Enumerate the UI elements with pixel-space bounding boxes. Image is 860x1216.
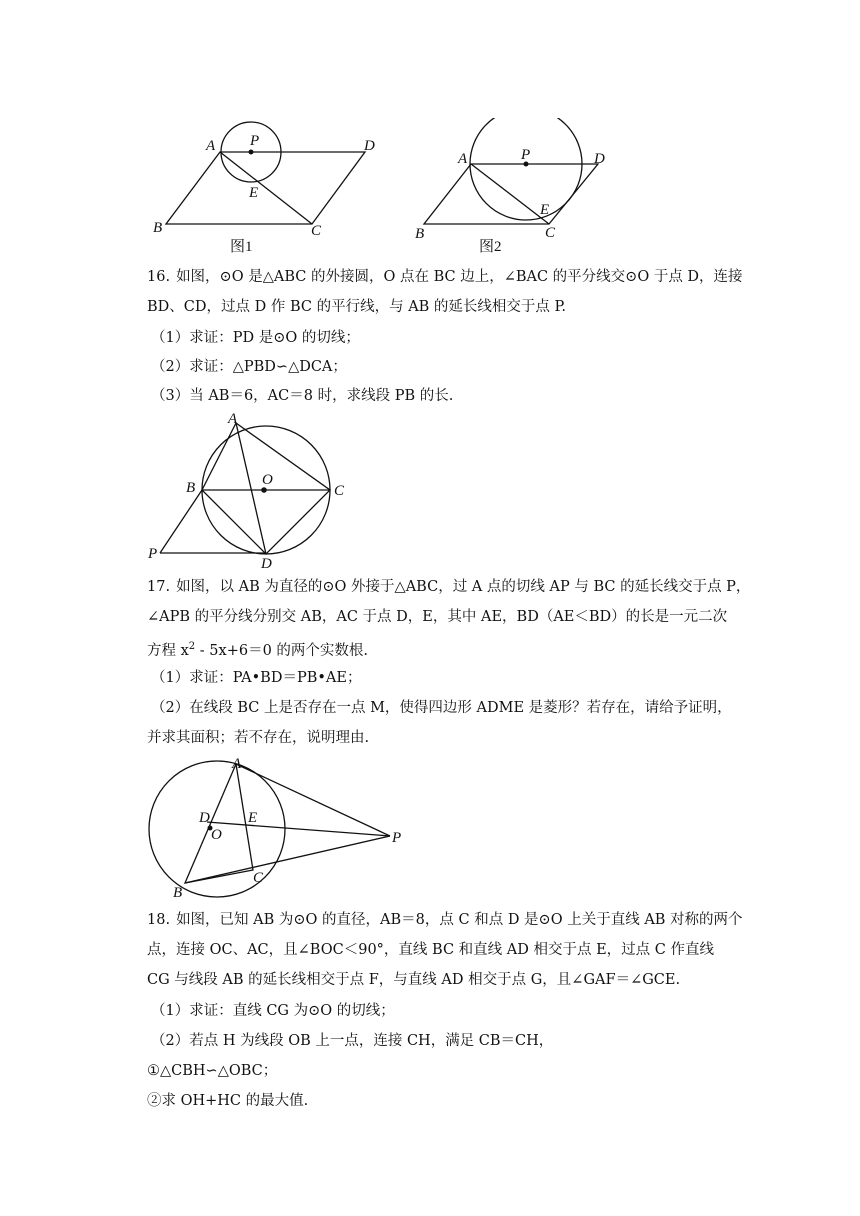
- fig2-label-e: E: [540, 202, 550, 218]
- q18-part-1: （1）求证：直线 CG 为⊙O 的切线；: [151, 1003, 395, 1019]
- q18-stem-2: 点，连接 OC、AC，且∠BOC＜90°，直线 BC 和直线 AD 相交于点 E，过点 C 作直线: [147, 942, 714, 958]
- q16-label-a: A: [228, 411, 238, 427]
- q18-stem-1: 如图，已知 AB 为⊙O 的直径，AB＝8，点 C 和点 D 是⊙O 上关于直线 AB 对称的两个: [176, 912, 743, 928]
- q17-label-a: A: [232, 756, 242, 772]
- q17-stem-3-sup: 2: [188, 641, 196, 652]
- q17-part-2: （2）在线段 BC 上是否存在一点 M，使得四边形 ADME 是菱形？若存在，请给予证明，: [151, 700, 732, 716]
- q17-stem-3-pre: 方程 x: [147, 642, 189, 659]
- fig2-label-a: A: [458, 151, 468, 167]
- q16-part-3: （3）当 AB＝6，AC＝8 时，求线段 PB 的长.: [151, 388, 454, 404]
- q17-part-2-cont: 并求其面积；若不存在，说明理由.: [147, 730, 370, 746]
- q16-figure: [140, 410, 360, 570]
- q17-line-1: [147, 576, 751, 598]
- fig1-label-a: A: [206, 138, 216, 154]
- q16-label-d: D: [261, 556, 272, 570]
- q16-part-2: （2）求证：△PBD∽△DCA；: [151, 359, 347, 375]
- fig1-label-d: D: [364, 138, 375, 154]
- q17-stem-1: 如图，以 AB 为直径的⊙O 外接于△ABC，过 A 点的切线 AP 与 BC 的延长线交于点 P，: [176, 579, 751, 595]
- fig1-label-c: C: [311, 223, 322, 239]
- fig2-label-c: C: [545, 225, 556, 241]
- q17-label-d: D: [199, 810, 210, 826]
- q16-stem-2: BD、CD，过点 D 作 BC 的平行线，与 AB 的延长线相交于点 P.: [147, 299, 566, 315]
- figure-2: [424, 118, 598, 224]
- q18-part-2: （2）若点 H 为线段 OB 上一点，连接 CH，满足 CB＝CH，: [151, 1033, 554, 1049]
- q16-label-c: C: [334, 483, 345, 499]
- q17-stem-2: ∠APB 的平分线分别交 AB，AC 于点 D，E，其中 AE，BD（AE＜BD）的长是一元二次: [147, 609, 728, 625]
- fig1-label-e: E: [249, 185, 259, 201]
- q16-number: 16.: [147, 269, 171, 285]
- q16-label-b: B: [186, 480, 196, 496]
- q16-label-p: P: [148, 546, 158, 562]
- q17-label-o: O: [211, 827, 222, 843]
- q18-sub-1: ①△CBH∽△OBC；: [147, 1063, 278, 1079]
- q17-number: 17.: [147, 579, 171, 595]
- figures-1-2: [140, 118, 640, 258]
- q16-stem-1: 如图，⊙O 是△ABC 的外接圆，O 点在 BC 边上，∠BAC 的平分线交⊙O 于点 D，连接: [176, 269, 743, 285]
- q17-figure: [140, 752, 420, 902]
- fig1-label-p: P: [250, 133, 260, 149]
- q17-stem-3: [147, 636, 727, 662]
- q18-sub-2: ②求 OH+HC 的最大值.: [147, 1093, 309, 1109]
- q17-label-e: E: [248, 810, 258, 826]
- q18-number: 18.: [147, 912, 171, 928]
- q17-label-c: C: [253, 870, 264, 886]
- fig2-label-b: B: [415, 226, 425, 242]
- q17-label-p: P: [392, 830, 402, 846]
- fig2-caption: 图2: [479, 239, 502, 255]
- q17-label-b: B: [173, 885, 183, 901]
- q16-part-1: （1）求证：PD 是⊙O 的切线；: [151, 330, 360, 346]
- q18-stem-3: CG 与线段 AB 的延长线相交于点 F，与直线 AD 相交于点 G，且∠GAF＝∠GCE.: [147, 972, 681, 988]
- fig2-label-p: P: [521, 147, 531, 163]
- q18-line-1: [147, 909, 743, 931]
- q17-part-1: （1）求证：PA•BD＝PB•AE；: [151, 670, 362, 686]
- fig2-label-d: D: [594, 151, 605, 167]
- q16-label-o: O: [262, 472, 273, 488]
- q16-line-1: [147, 266, 743, 288]
- q17-stem-3-post: - 5x+6＝0 的两个实数根.: [195, 642, 369, 659]
- fig1-label-b: B: [153, 220, 163, 236]
- figure-1: [166, 122, 365, 224]
- fig1-caption: 图1: [230, 239, 253, 255]
